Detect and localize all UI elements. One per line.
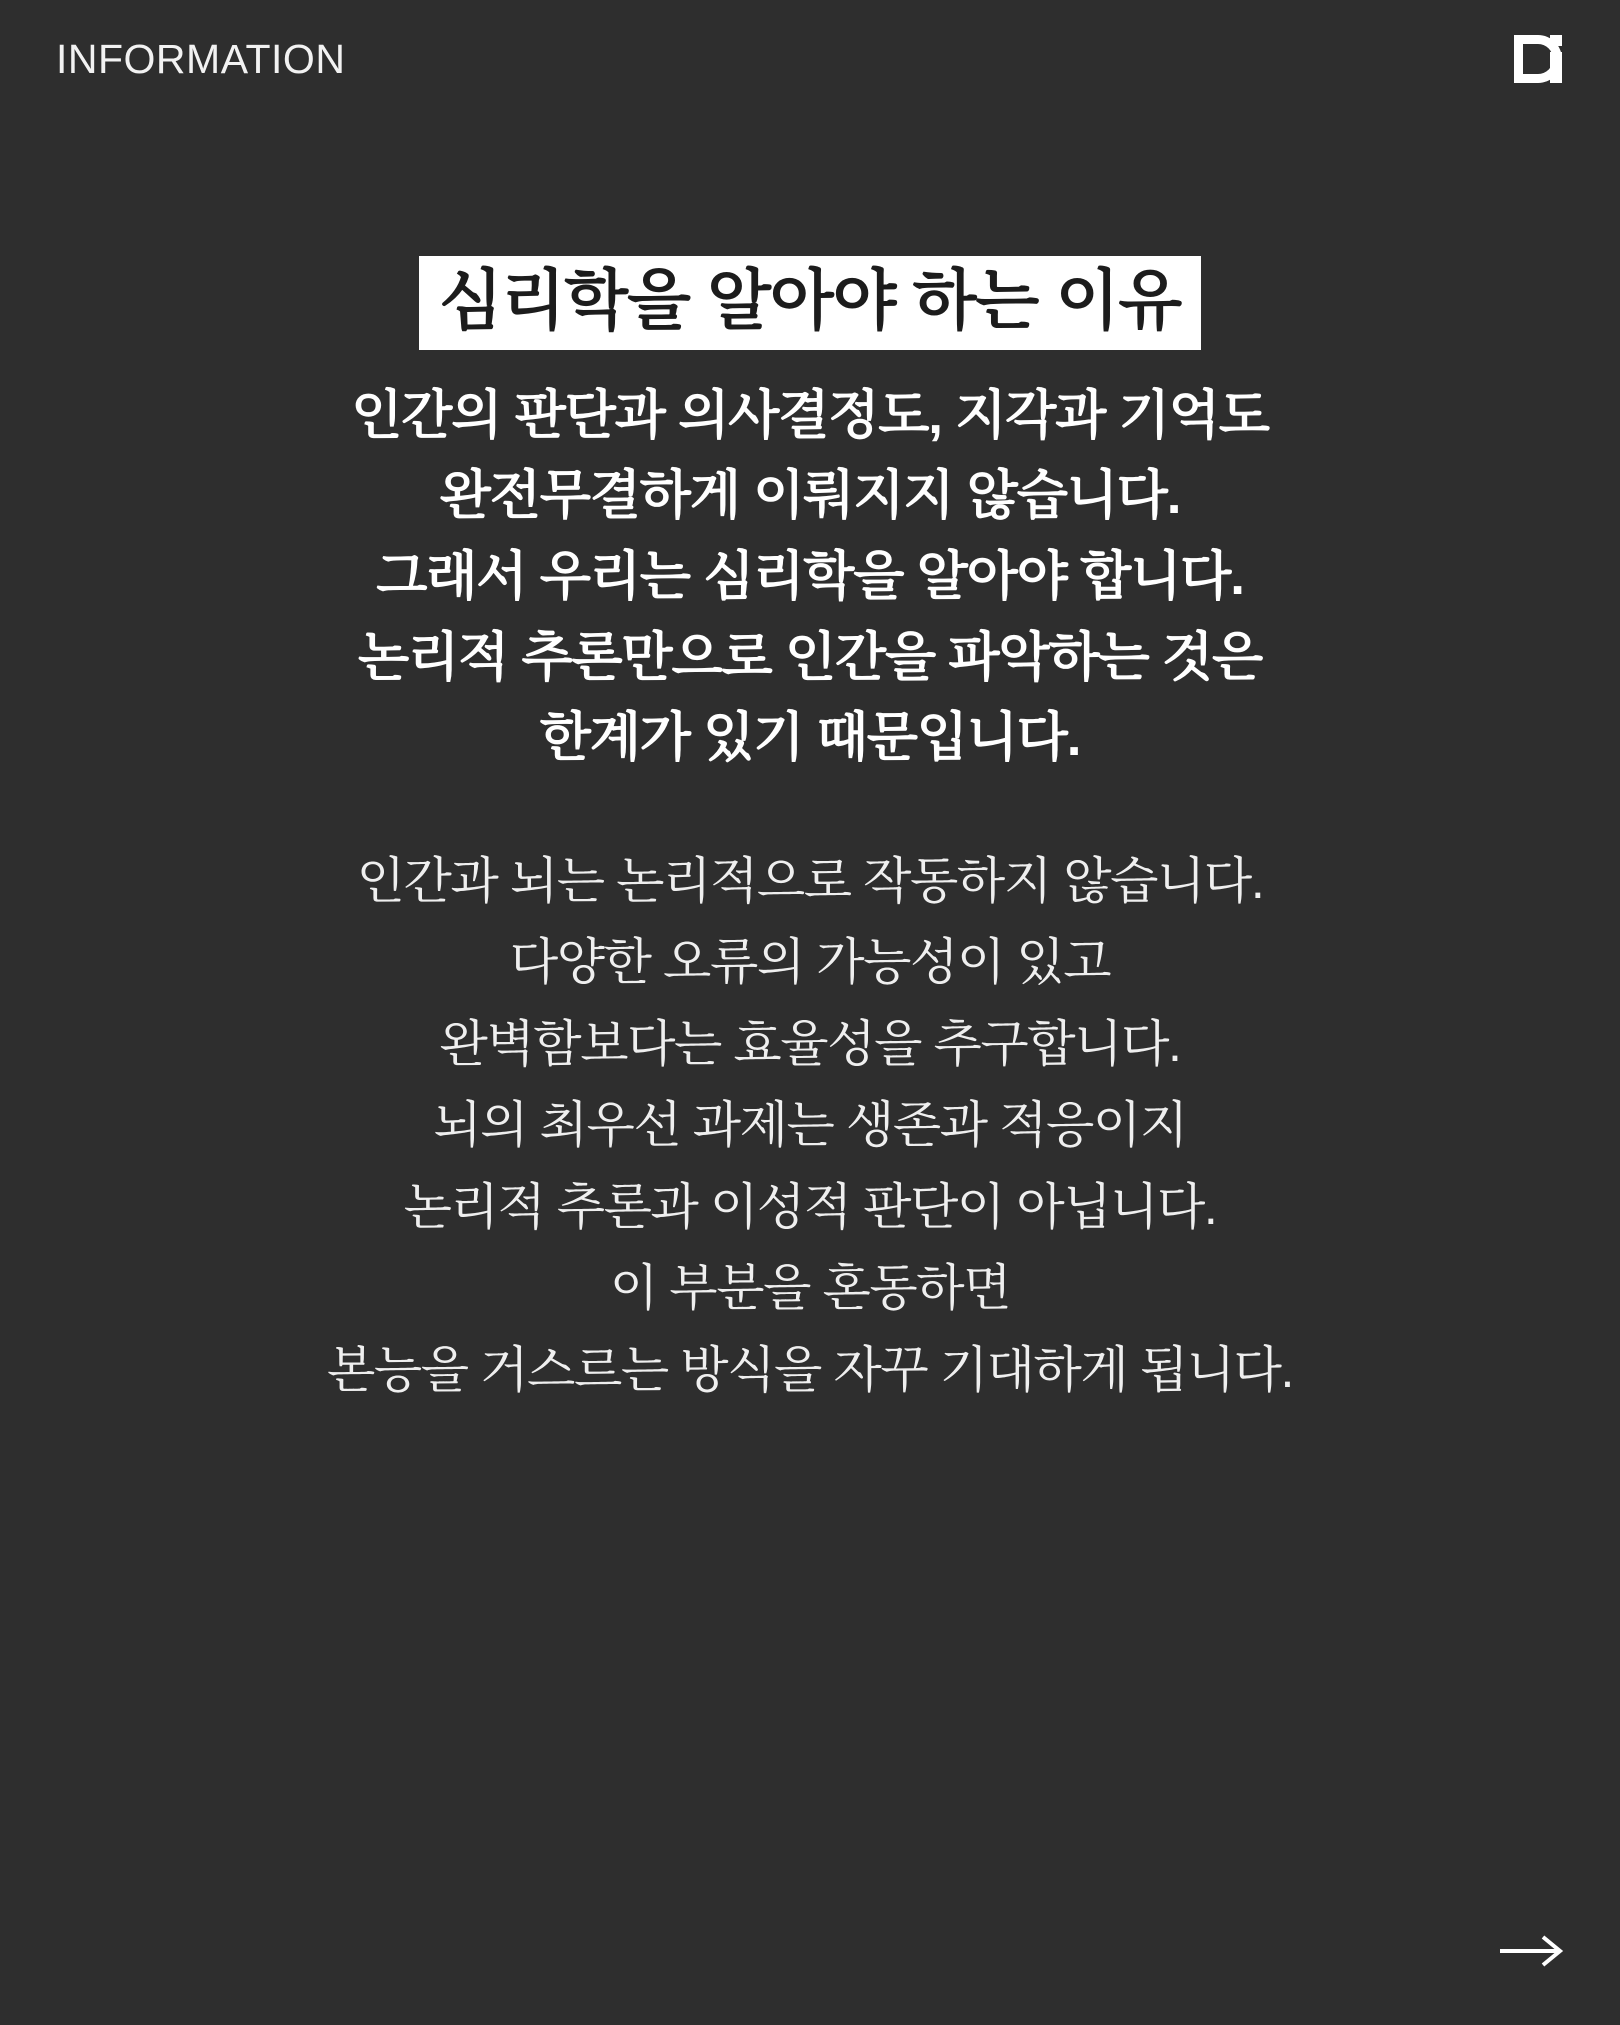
next-slide-button[interactable] <box>1494 1923 1564 1979</box>
body-line: 이 부분을 혼동하면 <box>609 1260 1011 1317</box>
body-line: 뇌의 최우선 과제는 생존과 적응이지 <box>433 1097 1187 1154</box>
di-logo <box>1512 33 1566 85</box>
body-line: 완벽함보다는 효율성을 추구합니다. <box>439 1015 1181 1072</box>
headline-wrapper <box>0 256 1620 350</box>
arrow-right-icon[interactable] <box>1498 1934 1564 1968</box>
lede-line: 인간의 판단과 의사결정도, 지각과 기억도 <box>351 385 1269 445</box>
lede-line: 그래서 우리는 심리학을 알아야 합니다. <box>376 547 1244 606</box>
body-paragraph <box>0 841 1620 1412</box>
body-line: 인간과 뇌는 논리적으로 작동하지 않습니다. <box>356 852 1264 909</box>
headline: 심리학을 알아야 하는 이유 <box>419 256 1201 350</box>
body-line: 다양한 오류의 가능성이 있고 <box>509 934 1111 991</box>
body-line: 본능을 거스르는 방식을 자꾸 기대하게 됩니다. <box>326 1341 1294 1398</box>
card-header <box>0 0 1620 118</box>
page-title: INFORMATION <box>56 35 346 82</box>
card-content <box>0 118 1620 2025</box>
lede-line: 한계가 있기 때문입니다. <box>539 708 1081 768</box>
body-line: 논리적 추론과 이성적 판단이 아닙니다. <box>403 1178 1217 1235</box>
lede-paragraph <box>0 376 1620 779</box>
lede-line: 논리적 추론만으로 인간을 파악하는 것은 <box>357 627 1263 687</box>
lede-line: 완전무결하게 이뤄지지 않습니다. <box>439 466 1181 526</box>
